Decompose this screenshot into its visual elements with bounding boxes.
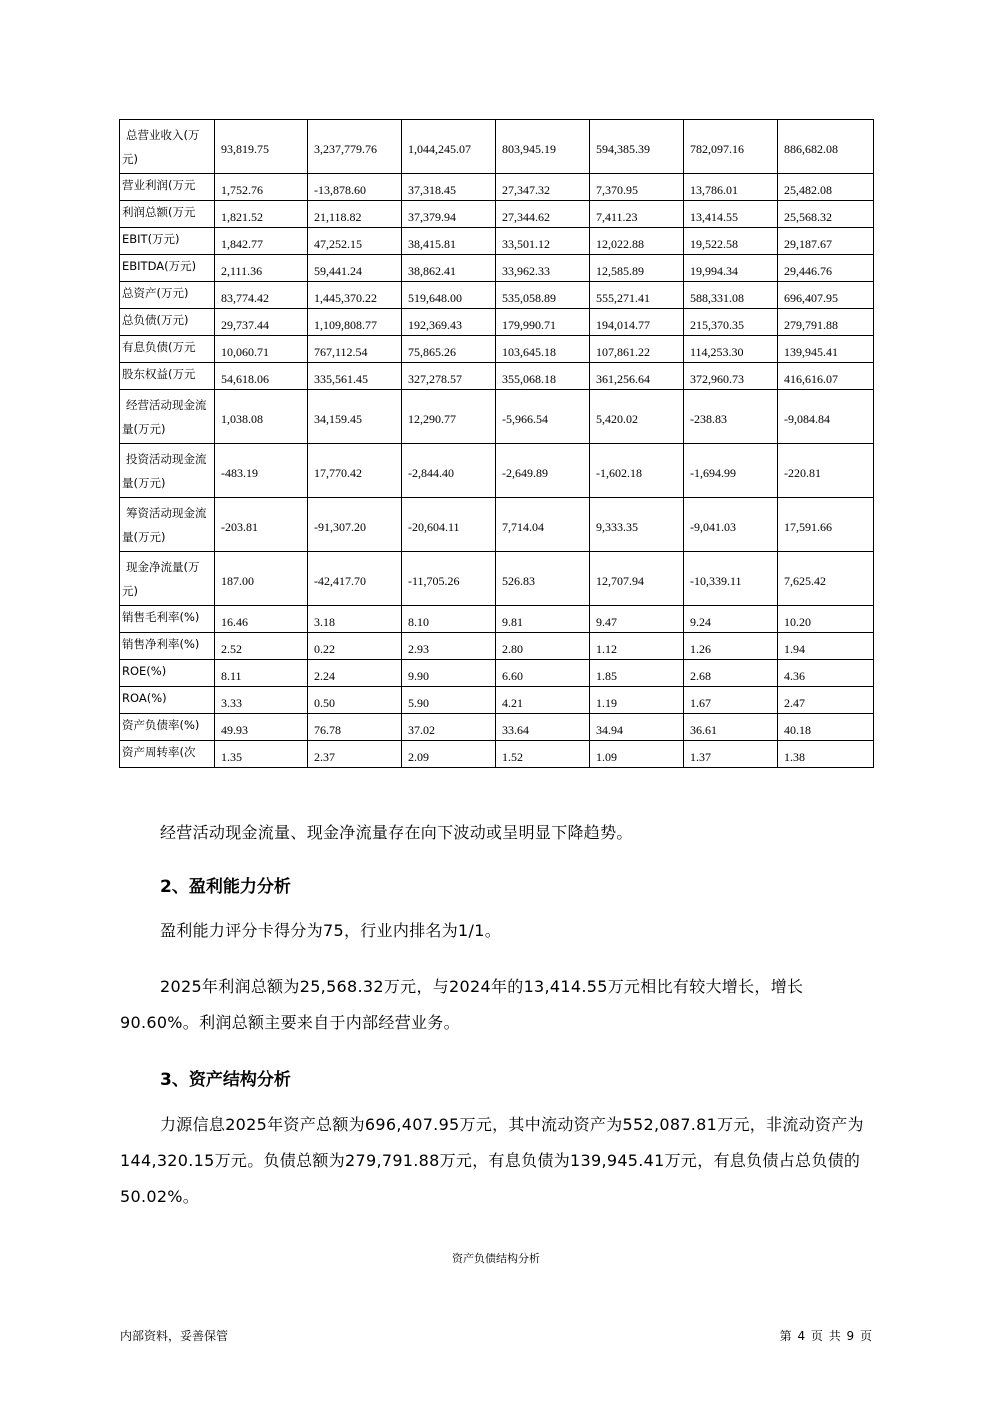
- table-cell: 782,097.16: [684, 120, 778, 174]
- table-cell: -2,649.89: [496, 444, 590, 498]
- table-cell: 33,501.12: [496, 228, 590, 255]
- table-cell: 27,347.32: [496, 174, 590, 201]
- table-cell: 2.24: [308, 660, 402, 687]
- table-cell: 13,786.01: [684, 174, 778, 201]
- table-cell: 75,865.26: [402, 336, 496, 363]
- table-cell: -5,966.54: [496, 390, 590, 444]
- table-cell: 6.60: [496, 660, 590, 687]
- table-cell: 1.38: [778, 741, 874, 768]
- table-cell: 10,060.71: [215, 336, 308, 363]
- table-cell: 59,441.24: [308, 255, 402, 282]
- row-label: 营业利润(万元: [120, 174, 215, 201]
- section-heading-asset-structure: 3、资产结构分析: [160, 1070, 291, 1090]
- table-cell: 767,112.54: [308, 336, 402, 363]
- table-cell: 107,861.22: [590, 336, 684, 363]
- table-cell: -9,041.03: [684, 498, 778, 552]
- table-cell: 10.20: [778, 606, 874, 633]
- table-row: [120, 498, 874, 552]
- table-cell: 83,774.42: [215, 282, 308, 309]
- table-cell: 12,290.77: [402, 390, 496, 444]
- table-cell: 1,044,245.07: [402, 120, 496, 174]
- total-profit-paragraph: 2025年利润总额为25,568.32万元，与2024年的13,414.55万元相比有较大增长，增长90.60%。利润总额主要来自于内部经营业务。: [120, 977, 804, 1032]
- table-cell: 3.33: [215, 687, 308, 714]
- table-cell: 1,752.76: [215, 174, 308, 201]
- table-cell: -11,705.26: [402, 552, 496, 606]
- row-label: 股东权益(万元: [120, 363, 215, 390]
- table-cell: 19,994.34: [684, 255, 778, 282]
- table-cell: 5.90: [402, 687, 496, 714]
- table-cell: 27,344.62: [496, 201, 590, 228]
- table-cell: -10,339.11: [684, 552, 778, 606]
- table-cell: 1.94: [778, 633, 874, 660]
- table-cell: 372,960.73: [684, 363, 778, 390]
- table-cell: 7,714.04: [496, 498, 590, 552]
- table-cell: 40.18: [778, 714, 874, 741]
- table-cell: 9.81: [496, 606, 590, 633]
- table-row: [120, 336, 874, 363]
- table-cell: 13,414.55: [684, 201, 778, 228]
- table-cell: -220.81: [778, 444, 874, 498]
- table-cell: 4.21: [496, 687, 590, 714]
- table-cell: -42,417.70: [308, 552, 402, 606]
- table-cell: 93,819.75: [215, 120, 308, 174]
- table-cell: 194,014.77: [590, 309, 684, 336]
- row-label: 总营业收入(万元): [120, 120, 215, 174]
- table-cell: -1,694.99: [684, 444, 778, 498]
- table-cell: 8.11: [215, 660, 308, 687]
- table-cell: 2.80: [496, 633, 590, 660]
- table-cell: 103,645.18: [496, 336, 590, 363]
- asset-structure-paragraph: 力源信息2025年资产总额为696,407.95万元，其中流动资产为552,087.81万元，非流动资产为144,320.15万元。负债总额为279,791.88万元，有息负债为139,945.41万元，有息负债占总负债的50.02%。: [120, 1115, 864, 1206]
- table-cell: 1.19: [590, 687, 684, 714]
- table-cell: 187.00: [215, 552, 308, 606]
- table-cell: 114,253.30: [684, 336, 778, 363]
- table-cell: 2.93: [402, 633, 496, 660]
- table-row: [120, 606, 874, 633]
- row-label: 销售毛利率(%): [120, 606, 215, 633]
- table-row: [120, 201, 874, 228]
- table-row: [120, 741, 874, 768]
- table-cell: 38,862.41: [402, 255, 496, 282]
- table-cell: 1.52: [496, 741, 590, 768]
- table-cell: -91,307.20: [308, 498, 402, 552]
- table-cell: 4.36: [778, 660, 874, 687]
- table-cell: 25,482.08: [778, 174, 874, 201]
- cashflow-trend-paragraph: 经营活动现金流量、现金净流量存在向下波动或呈明显下降趋势。: [160, 823, 633, 842]
- chart-caption: 资产负债结构分析: [452, 1252, 540, 1265]
- table-cell: -9,084.84: [778, 390, 874, 444]
- table-cell: 8.10: [402, 606, 496, 633]
- table-cell: 555,271.41: [590, 282, 684, 309]
- table-cell: 1,445,370.22: [308, 282, 402, 309]
- table-row: [120, 282, 874, 309]
- table-cell: 279,791.88: [778, 309, 874, 336]
- table-cell: 54,618.06: [215, 363, 308, 390]
- table-cell: 9.90: [402, 660, 496, 687]
- table-cell: 37.02: [402, 714, 496, 741]
- table-cell: 1,842.77: [215, 228, 308, 255]
- footer-confidential-note: 内部资料，妥善保管: [120, 1329, 229, 1343]
- table-cell: 2,111.36: [215, 255, 308, 282]
- table-row: [120, 120, 874, 174]
- table-cell: 192,369.43: [402, 309, 496, 336]
- row-label: EBIT(万元): [120, 228, 215, 255]
- table-cell: 38,415.81: [402, 228, 496, 255]
- table-cell: 36.61: [684, 714, 778, 741]
- financial-summary-table: [119, 119, 874, 768]
- table-cell: 215,370.35: [684, 309, 778, 336]
- row-label: EBITDA(万元): [120, 255, 215, 282]
- table-cell: 535,058.89: [496, 282, 590, 309]
- table-row: [120, 714, 874, 741]
- table-cell: 37,318.45: [402, 174, 496, 201]
- table-cell: 34.94: [590, 714, 684, 741]
- table-cell: 7,625.42: [778, 552, 874, 606]
- table-cell: 16.46: [215, 606, 308, 633]
- table-cell: -2,844.40: [402, 444, 496, 498]
- row-label: 经营活动现金流量(万元): [120, 390, 215, 444]
- table-cell: 2.68: [684, 660, 778, 687]
- row-label: 投资活动现金流量(万元): [120, 444, 215, 498]
- table-cell: 1.09: [590, 741, 684, 768]
- row-label: 利润总额(万元: [120, 201, 215, 228]
- row-label: 总资产(万元): [120, 282, 215, 309]
- row-label: ROA(%): [120, 687, 215, 714]
- table-cell: -1,602.18: [590, 444, 684, 498]
- table-cell: 526.83: [496, 552, 590, 606]
- table-cell: 803,945.19: [496, 120, 590, 174]
- table-cell: 37,379.94: [402, 201, 496, 228]
- table-cell: 1.85: [590, 660, 684, 687]
- table-cell: 0.22: [308, 633, 402, 660]
- table-cell: -203.81: [215, 498, 308, 552]
- table-cell: 1,821.52: [215, 201, 308, 228]
- table-cell: 9,333.35: [590, 498, 684, 552]
- table-row: [120, 687, 874, 714]
- table-cell: 25,568.32: [778, 201, 874, 228]
- table-cell: 5,420.02: [590, 390, 684, 444]
- table-cell: 1.67: [684, 687, 778, 714]
- table-row: [120, 552, 874, 606]
- table-row: [120, 660, 874, 687]
- table-cell: 1.12: [590, 633, 684, 660]
- table-cell: 7,411.23: [590, 201, 684, 228]
- row-label: 销售净利率(%): [120, 633, 215, 660]
- table-cell: 49.93: [215, 714, 308, 741]
- row-label: 资产负债率(%): [120, 714, 215, 741]
- table-cell: 12,707.94: [590, 552, 684, 606]
- table-cell: 12,022.88: [590, 228, 684, 255]
- table-cell: 21,118.82: [308, 201, 402, 228]
- table-cell: 2.52: [215, 633, 308, 660]
- table-cell: 1,109,808.77: [308, 309, 402, 336]
- table-cell: 17,591.66: [778, 498, 874, 552]
- table-cell: 1.26: [684, 633, 778, 660]
- table-cell: 3.18: [308, 606, 402, 633]
- table-cell: 886,682.08: [778, 120, 874, 174]
- table-row: [120, 174, 874, 201]
- section-heading-profitability: 2、盈利能力分析: [160, 877, 291, 897]
- table-cell: 17,770.42: [308, 444, 402, 498]
- table-cell: 1.37: [684, 741, 778, 768]
- table-cell: 355,068.18: [496, 363, 590, 390]
- table-cell: 47,252.15: [308, 228, 402, 255]
- row-label: 资产周转率(次: [120, 741, 215, 768]
- row-label: 筹资活动现金流量(万元): [120, 498, 215, 552]
- table-cell: 0.50: [308, 687, 402, 714]
- table-cell: 7,370.95: [590, 174, 684, 201]
- table-cell: -483.19: [215, 444, 308, 498]
- table-cell: 335,561.45: [308, 363, 402, 390]
- table-cell: 29,446.76: [778, 255, 874, 282]
- financial-table-body: [120, 120, 874, 768]
- row-label: ROE(%): [120, 660, 215, 687]
- row-label: 有息负债(万元: [120, 336, 215, 363]
- table-cell: 588,331.08: [684, 282, 778, 309]
- table-cell: 29,737.44: [215, 309, 308, 336]
- table-row: [120, 390, 874, 444]
- table-cell: 519,648.00: [402, 282, 496, 309]
- table-cell: 3,237,779.76: [308, 120, 402, 174]
- table-cell: -238.83: [684, 390, 778, 444]
- table-cell: 1,038.08: [215, 390, 308, 444]
- table-cell: 9.47: [590, 606, 684, 633]
- table-cell: 179,990.71: [496, 309, 590, 336]
- row-label: 现金净流量(万元): [120, 552, 215, 606]
- table-cell: 696,407.95: [778, 282, 874, 309]
- table-cell: 9.24: [684, 606, 778, 633]
- table-cell: 361,256.64: [590, 363, 684, 390]
- table-row: [120, 363, 874, 390]
- table-cell: 416,616.07: [778, 363, 874, 390]
- table-row: [120, 255, 874, 282]
- table-cell: 33,962.33: [496, 255, 590, 282]
- table-row: [120, 228, 874, 255]
- table-cell: 2.37: [308, 741, 402, 768]
- table-cell: -13,878.60: [308, 174, 402, 201]
- table-cell: -20,604.11: [402, 498, 496, 552]
- table-cell: 594,385.39: [590, 120, 684, 174]
- footer-page-number: 第 4 页 共 9 页: [779, 1329, 872, 1343]
- table-cell: 34,159.45: [308, 390, 402, 444]
- table-cell: 2.47: [778, 687, 874, 714]
- row-label: 总负债(万元): [120, 309, 215, 336]
- table-cell: 2.09: [402, 741, 496, 768]
- table-row: [120, 444, 874, 498]
- table-cell: 12,585.89: [590, 255, 684, 282]
- table-cell: 33.64: [496, 714, 590, 741]
- table-row: [120, 309, 874, 336]
- table-cell: 1.35: [215, 741, 308, 768]
- table-cell: 29,187.67: [778, 228, 874, 255]
- table-cell: 19,522.58: [684, 228, 778, 255]
- table-row: [120, 633, 874, 660]
- table-cell: 139,945.41: [778, 336, 874, 363]
- table-cell: 327,278.57: [402, 363, 496, 390]
- table-cell: 76.78: [308, 714, 402, 741]
- profitability-score-paragraph: 盈利能力评分卡得分为75，行业内排名为1/1。: [160, 921, 502, 940]
